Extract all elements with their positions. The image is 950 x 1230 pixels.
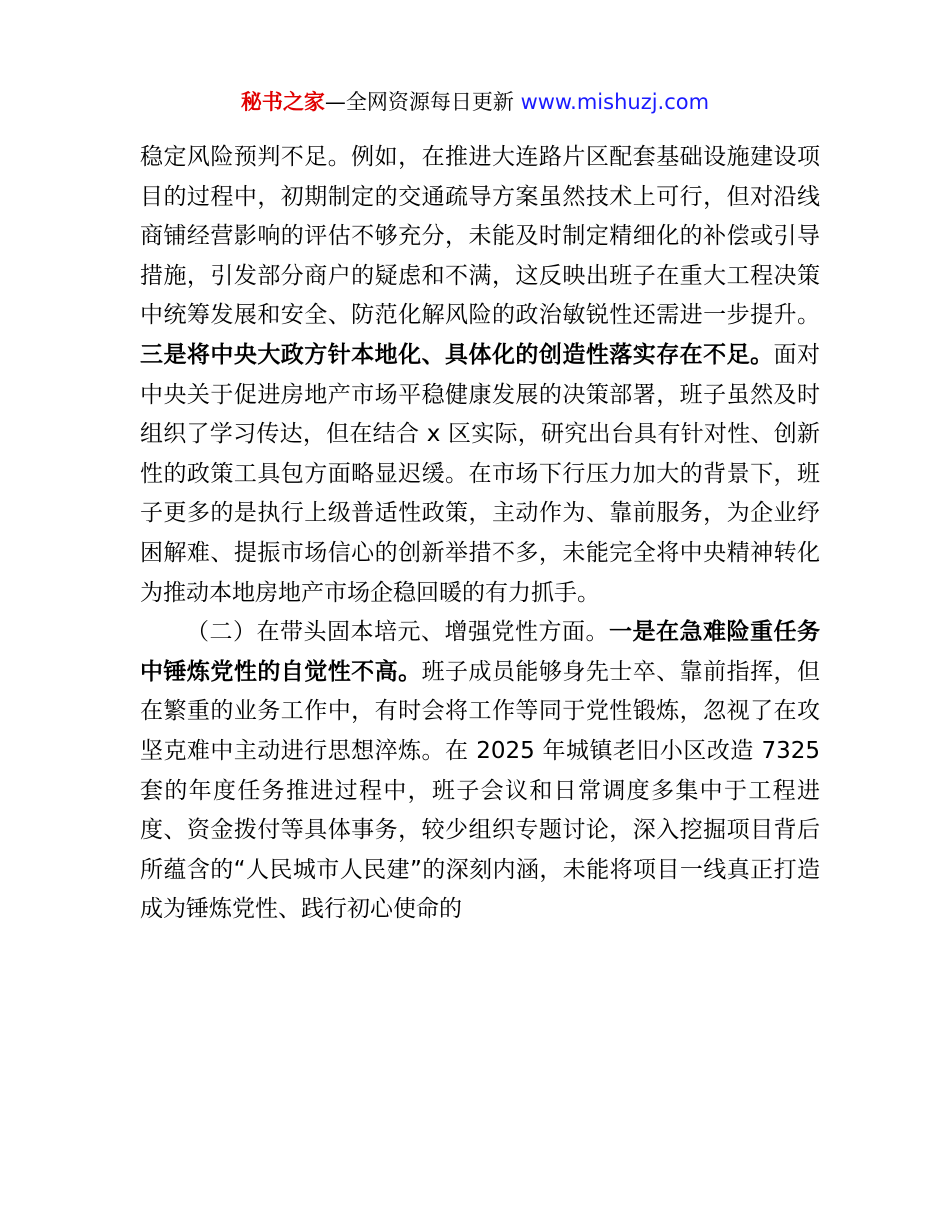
paragraph-bold-heading: 一是在急难险重任务中锤炼党性的自觉性不高。	[140, 619, 820, 685]
paragraph-text: 班子成员能够身先士卒、靠前指挥，但在繁重的业务工作中，有时会将工作等同于党性锻炼，忽视了在攻坚克难中主动进行思想淬炼。在 2025 年城镇老旧小区改造 7325 套的年度任务推进过程中，班子会议和日常调度多集中于工程进度、资金拨付等具体事务，较少组织专题讨论，深入挖掘项目背后所蕴含的“人民城市人民建”的深刻内涵，未能将项目一线真正打造成为锤炼党性、践行初心使命的	[140, 658, 821, 923]
page-header	[0, 88, 950, 116]
paragraph-text: （二）在带头固本培元、增强党性方面。	[186, 619, 609, 646]
paragraph-text: 面对中央关于促进房地产市场平稳健康发展的决策部署，班子虽然及时组织了学习传达，但在结合 x 区实际，研究出台具有针对性、创新性的政策工具包方面略显迟缓。在市场下行压力加大的背景下，班子更多的是执行上级普适性政策，主动作为、靠前服务，为企业纾困解难、提振市场信心的创新举措不多，未能完全将中央精神转化为推动本地房地产市场企稳回暖的有力抓手。	[140, 341, 821, 606]
header-brand: 秘书之家	[240, 90, 325, 114]
paragraph-continued	[140, 138, 820, 613]
header-site-url[interactable]: www.mishuzj.com	[520, 90, 710, 114]
document-body	[140, 138, 820, 930]
paragraph-text: 稳定风险预判不足。例如，在推进大连路片区配套基础设施建设项目的过程中，初期制定的交通疏导方案虽然技术上可行，但对沿线商铺经营影响的评估不够充分，未能及时制定精细化的补偿或引导措施，引发部分商户的疑虑和不满，这反映出班子在重大工程决策中统筹发展和安全、防范化解风险的政治敏锐性还需进一步提升。	[140, 144, 820, 329]
header-tagline: —全网资源每日更新	[324, 90, 521, 114]
paragraph-bold-heading: 三是将中央大政方针本地化、具体化的创造性落实存在不足。	[140, 341, 774, 368]
paragraph-section-two	[140, 613, 820, 930]
